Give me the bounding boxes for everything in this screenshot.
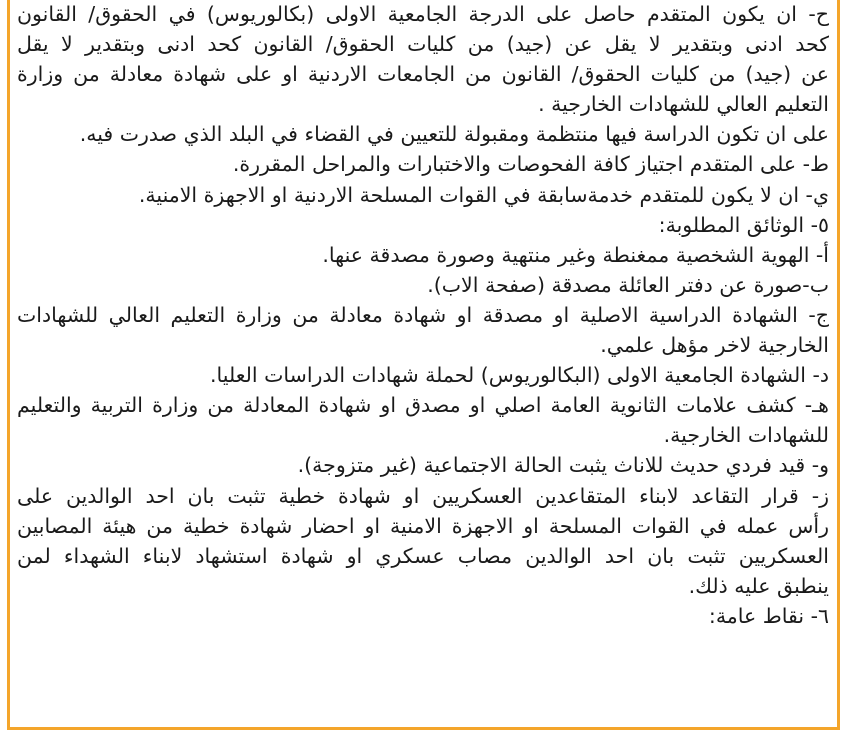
- document-frame: [7, 0, 840, 730]
- list-item-line: ج- الشهادة الدراسية الاصلية او مصدقة او شهادة معادلة من وزارة التعليم العالي للشهادات: [17, 302, 829, 327]
- list-item-line: ي- ان لا يكون للمتقدم خدمةسابقة في القوات المسلحة الاردنية او الاجهزة الامنية.: [138, 182, 829, 207]
- list-item-line: رأس عمله في القوات المسلحة او الاجهزة الامنية او احضار شهادة خطية من هيئة المصابين: [17, 513, 829, 538]
- paragraph-line: ح- ان يكون المتقدم حاصل على الدرجة الجامعية الاولى (بكالوريوس) في الحقوق/ القانون: [17, 2, 829, 26]
- list-item-line: ب-صورة عن دفتر العائلة مصدقة (صفحة الاب).: [427, 272, 829, 297]
- paragraph-line: على ان تكون الدراسة فيها منتظمة ومقبولة للتعيين في القضاء في البلد الذي صدرت فيه.: [79, 122, 829, 147]
- list-item-line: ز- قرار التقاعد لابناء المتقاعدين العسكريين او شهادة خطية تثبت بان احد الوالدين على: [17, 483, 829, 508]
- list-item-line: ينطبق عليه ذلك.: [688, 573, 829, 598]
- document-body: [17, 0, 829, 631]
- paragraph-line: عن (جيد) من كليات الحقوق/ القانون من الجامعات الاردنية او على شهادة معادلة من وزارة: [17, 62, 829, 87]
- paragraph-line: التعليم العالي للشهادات الخارجية .: [538, 92, 829, 117]
- section-heading: ٦- نقاط عامة:: [708, 603, 829, 628]
- section-heading: ٥- الوثائق المطلوبة:: [658, 212, 829, 237]
- list-item-line: و- قيد فردي حديث للاناث يثبت الحالة الاجتماعية (غير متزوجة).: [297, 453, 829, 478]
- list-item-line: الخارجية لاخر مؤهل علمي.: [600, 333, 829, 358]
- list-item-line: ط- على المتقدم اجتياز كافة الفحوصات والاختبارات والمراحل المقررة.: [232, 152, 829, 177]
- list-item-line: للشهادات الخارجية.: [663, 423, 829, 448]
- list-item-line: العسكريين تثبت بان احد الوالدين مصاب عسكري او شهادة استشهاد لابناء الشهداء لمن: [17, 543, 829, 568]
- paragraph-line: كحد ادنى وبتقدير لا يقل عن (جيد) من كليات الحقوق/ القانون كحد ادنى وبتقدير لا يقل: [17, 32, 829, 57]
- list-item-line: هـ- كشف علامات الثانوية العامة اصلي او مصدق او شهادة المعادلة من وزارة التربية والتعليم: [17, 393, 829, 418]
- list-item-line: أ- الهوية الشخصية ممغنطة وغير منتهية وصورة مصدقة عنها.: [322, 242, 829, 267]
- list-item-line: د- الشهادة الجامعية الاولى (البكالوريوس) لحملة شهادات الدراسات العليا.: [210, 363, 829, 388]
